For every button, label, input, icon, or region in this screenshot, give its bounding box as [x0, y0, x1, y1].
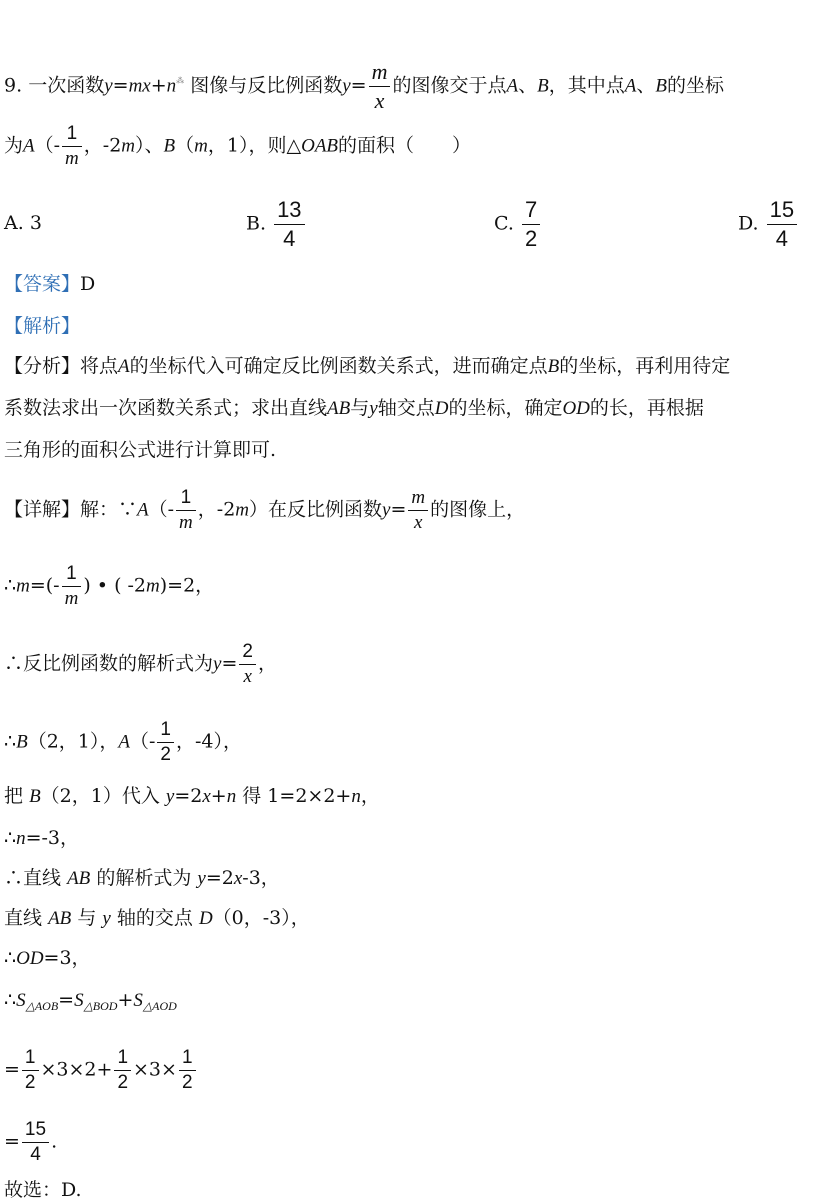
question-text: 、: [636, 74, 656, 97]
var: B: [29, 786, 41, 807]
option-label: B.: [246, 212, 267, 235]
var: S: [74, 990, 84, 1011]
var: B: [547, 356, 560, 377]
var: B: [16, 731, 28, 753]
question-number: 9.: [4, 74, 23, 97]
fraction: [767, 196, 797, 253]
detail-text: ，-2: [197, 498, 236, 521]
detail-text: 轴的交点: [116, 907, 193, 929]
var: y: [102, 908, 111, 929]
question-text: 的图像交于点: [392, 74, 507, 97]
detail-text: =(-: [29, 574, 60, 597]
var: y: [342, 75, 351, 97]
detail-step-13: [4, 1178, 82, 1202]
subscript: △BOD: [83, 999, 118, 1013]
op: =: [4, 1130, 20, 1153]
var: S: [16, 990, 26, 1011]
question-line-2: [4, 122, 471, 171]
fraction: [408, 486, 428, 535]
fraction: [176, 486, 196, 535]
question-text: 的面积（ ）: [338, 134, 472, 157]
detail-text: 【详解】解：∵: [4, 498, 138, 521]
detail-text: =2: [205, 867, 234, 889]
detail-text: ∴: [4, 989, 17, 1011]
option-c: [494, 196, 542, 253]
fraction-denominator: x: [414, 512, 423, 533]
detail-step-8: [4, 906, 310, 931]
fraction-numerator: 1: [22, 1046, 39, 1071]
question-text: 图像与反比例函数: [190, 74, 343, 97]
detail-text: （0，-3），: [212, 907, 310, 929]
fenxi-line-2: [4, 396, 704, 421]
subscript: △AOD: [142, 999, 177, 1013]
answer-line: [4, 272, 95, 296]
question-text: ，-2: [83, 134, 122, 157]
var: OAB: [301, 135, 339, 157]
op: =: [221, 652, 238, 675]
fraction-numerator: 1: [62, 122, 82, 147]
fenxi-text: 的坐标，再利用待定: [559, 355, 731, 377]
detail-text: 的图像上，: [430, 498, 526, 521]
fenxi-text: 【分析】将点: [4, 355, 119, 377]
detail-text: 得 1=2×2+: [242, 785, 352, 807]
answer-label: 【答案】: [4, 273, 81, 295]
option-label: A.: [4, 212, 24, 234]
var: D: [434, 398, 449, 419]
fenxi-text: 系数法求出一次函数关系式；求出直线: [4, 397, 328, 419]
question-line-1: [4, 58, 724, 115]
conclusion-text: 故选：D.: [4, 1179, 82, 1201]
fraction: [239, 640, 256, 689]
analysis-label-text: 【解析】: [4, 315, 81, 337]
fraction-numerator: 2: [239, 640, 256, 665]
var: A: [118, 356, 130, 377]
detail-step-6: [4, 826, 79, 851]
var: A: [624, 75, 637, 97]
var: A: [23, 135, 35, 157]
var: y: [104, 75, 113, 97]
detail-step-3: [4, 640, 277, 689]
var: y: [197, 868, 206, 889]
fenxi-text: 的长，再根据: [589, 397, 704, 419]
detail-step-1: [4, 486, 525, 535]
fenxi-line-3: [4, 438, 276, 462]
var: B: [163, 135, 176, 157]
question-text: ）、: [135, 134, 164, 157]
answer-value: D: [80, 273, 96, 295]
question-text: ，其中点: [548, 74, 625, 97]
fraction-denominator: 2: [524, 226, 538, 251]
op: +: [117, 989, 134, 1011]
detail-text: )=2，: [159, 574, 215, 597]
question-text: 为: [4, 134, 24, 157]
var: y: [165, 786, 175, 807]
detail-text: ，: [360, 785, 380, 807]
fraction: [522, 196, 540, 253]
var: B: [655, 75, 667, 97]
fraction-denominator: 4: [775, 226, 789, 251]
fraction-denominator: m: [179, 512, 193, 533]
detail-text: ∴: [4, 730, 17, 753]
detail-text: ，: [257, 652, 277, 675]
fraction-numerator: 15: [767, 196, 797, 225]
detail-step-9: [4, 946, 91, 971]
fraction-denominator: m: [65, 148, 79, 169]
option-a: [4, 212, 42, 234]
var: A: [118, 731, 130, 753]
fraction-numerator: 1: [179, 1046, 196, 1071]
var: m: [146, 575, 160, 597]
fraction-denominator: 2: [117, 1072, 129, 1093]
op: =: [58, 989, 75, 1011]
var: n: [16, 828, 26, 849]
detail-text: 直线: [4, 907, 43, 929]
detail-text: ∴: [4, 827, 17, 849]
analysis-label: [4, 314, 80, 338]
detail-text: ∴: [4, 574, 17, 597]
fraction-denominator: x: [243, 666, 252, 687]
fraction-numerator: 1: [157, 718, 174, 743]
var: y: [213, 653, 222, 675]
option-label: D.: [738, 212, 759, 235]
detail-text: ）在反比例函数: [249, 498, 383, 521]
var: A: [506, 75, 519, 97]
option-value: 3: [29, 212, 42, 234]
var: m: [194, 135, 208, 157]
fenxi-text: 三角形的面积公式进行计算即可.: [4, 439, 277, 461]
var: m: [16, 575, 30, 597]
detail-text: ×3×2+: [40, 1058, 113, 1081]
fraction-numerator: 13: [274, 196, 304, 225]
fenxi-text: 的坐标，确定: [448, 397, 563, 419]
question-text: ，1），则△: [207, 134, 302, 157]
detail-step-7: [4, 866, 280, 891]
detail-text: 的解析式为: [96, 867, 192, 889]
var: AB: [327, 398, 351, 419]
var: B: [537, 75, 549, 97]
detail-text: -3，: [242, 867, 280, 889]
detail-step-10: [4, 988, 177, 1018]
fraction-denominator: m: [64, 588, 79, 609]
fenxi-text: 与: [350, 397, 370, 419]
op: +: [210, 785, 227, 807]
fraction-numerator: 1: [114, 1046, 131, 1071]
fraction-denominator: 2: [24, 1072, 36, 1093]
fraction: [62, 122, 82, 171]
fraction: [274, 196, 304, 253]
var: m: [235, 499, 250, 521]
var: AB: [48, 908, 72, 929]
fraction-denominator: 2: [181, 1072, 193, 1093]
detail-text: ∴直线: [4, 867, 62, 889]
detail-text: ( -2: [114, 574, 147, 597]
detail-step-4: [4, 718, 242, 767]
var: OD: [16, 948, 44, 969]
detail-step-5: [4, 784, 380, 809]
var: x: [202, 786, 211, 807]
fenxi-text: 轴交点: [377, 397, 435, 419]
var: A: [137, 499, 149, 521]
fraction: [369, 58, 391, 115]
fenxi-text: 的坐标代入可确定反比例函数关系式，进而确定点: [129, 355, 548, 377]
detail-text: .: [51, 1130, 58, 1153]
fraction: [22, 1118, 49, 1167]
var: m: [121, 135, 136, 157]
var: OD: [562, 398, 590, 419]
detail-text: 与: [77, 907, 97, 929]
var: n: [226, 786, 237, 807]
var: D: [198, 908, 213, 929]
question-text: 一次函数: [28, 74, 105, 97]
var: n: [351, 786, 361, 807]
option-b: [246, 196, 307, 253]
detail-text: 把: [4, 785, 24, 807]
option-d: [738, 196, 799, 253]
fraction-numerator: m: [411, 487, 426, 508]
fraction: [62, 562, 82, 611]
detail-text: =-3，: [25, 827, 80, 849]
detail-text: ): [83, 574, 91, 597]
var: y: [369, 398, 378, 419]
op: =: [112, 74, 129, 97]
detail-text: =3，: [43, 947, 91, 969]
detail-text: （-: [130, 730, 156, 753]
fraction-numerator: 15: [22, 1118, 49, 1143]
fraction-denominator: 4: [283, 226, 296, 251]
op: =: [4, 1058, 20, 1081]
subscript: △AOB: [25, 999, 59, 1013]
detail-step-11: [4, 1046, 198, 1095]
detail-text: ∴: [4, 947, 17, 969]
detail-text: ×3×: [133, 1058, 177, 1081]
var: x: [233, 868, 243, 889]
fraction: [157, 718, 174, 767]
detail-text: ，-4），: [176, 730, 243, 753]
var: mx: [128, 75, 151, 97]
fraction-denominator: x: [374, 88, 385, 113]
fraction: [22, 1046, 39, 1095]
fenxi-line-1: [4, 354, 730, 379]
question-text: 、: [518, 74, 538, 97]
detail-text: （-: [148, 498, 175, 521]
fraction: [114, 1046, 131, 1095]
fraction: [179, 1046, 196, 1095]
fraction-numerator: 1: [176, 486, 196, 511]
detail-step-2: [4, 562, 214, 611]
fraction-numerator: m: [371, 59, 388, 84]
fraction-numerator: 1: [62, 562, 82, 587]
detail-text: （2，1）代入: [40, 785, 160, 807]
detail-text: ∴反比例函数的解析式为: [4, 652, 214, 675]
fraction-numerator: 7: [522, 196, 540, 225]
var: S: [133, 990, 143, 1011]
var: y: [382, 499, 391, 521]
dot-operator: •: [96, 574, 109, 597]
op: =: [390, 498, 407, 521]
question-text: （: [175, 134, 195, 157]
var: n: [166, 75, 177, 97]
var: AB: [67, 868, 91, 889]
op: =: [350, 74, 367, 97]
question-text: （-: [34, 134, 61, 157]
question-text: 的坐标: [666, 74, 724, 97]
op: +: [150, 74, 167, 97]
fraction-denominator: 2: [160, 744, 171, 765]
fraction-denominator: 4: [30, 1144, 41, 1165]
detail-text: =2: [174, 785, 203, 807]
scan-mark-icon: ⁂: [176, 76, 185, 86]
detail-step-12: [4, 1118, 57, 1167]
detail-text: （2，1），: [27, 730, 119, 753]
option-label: C.: [494, 212, 514, 235]
